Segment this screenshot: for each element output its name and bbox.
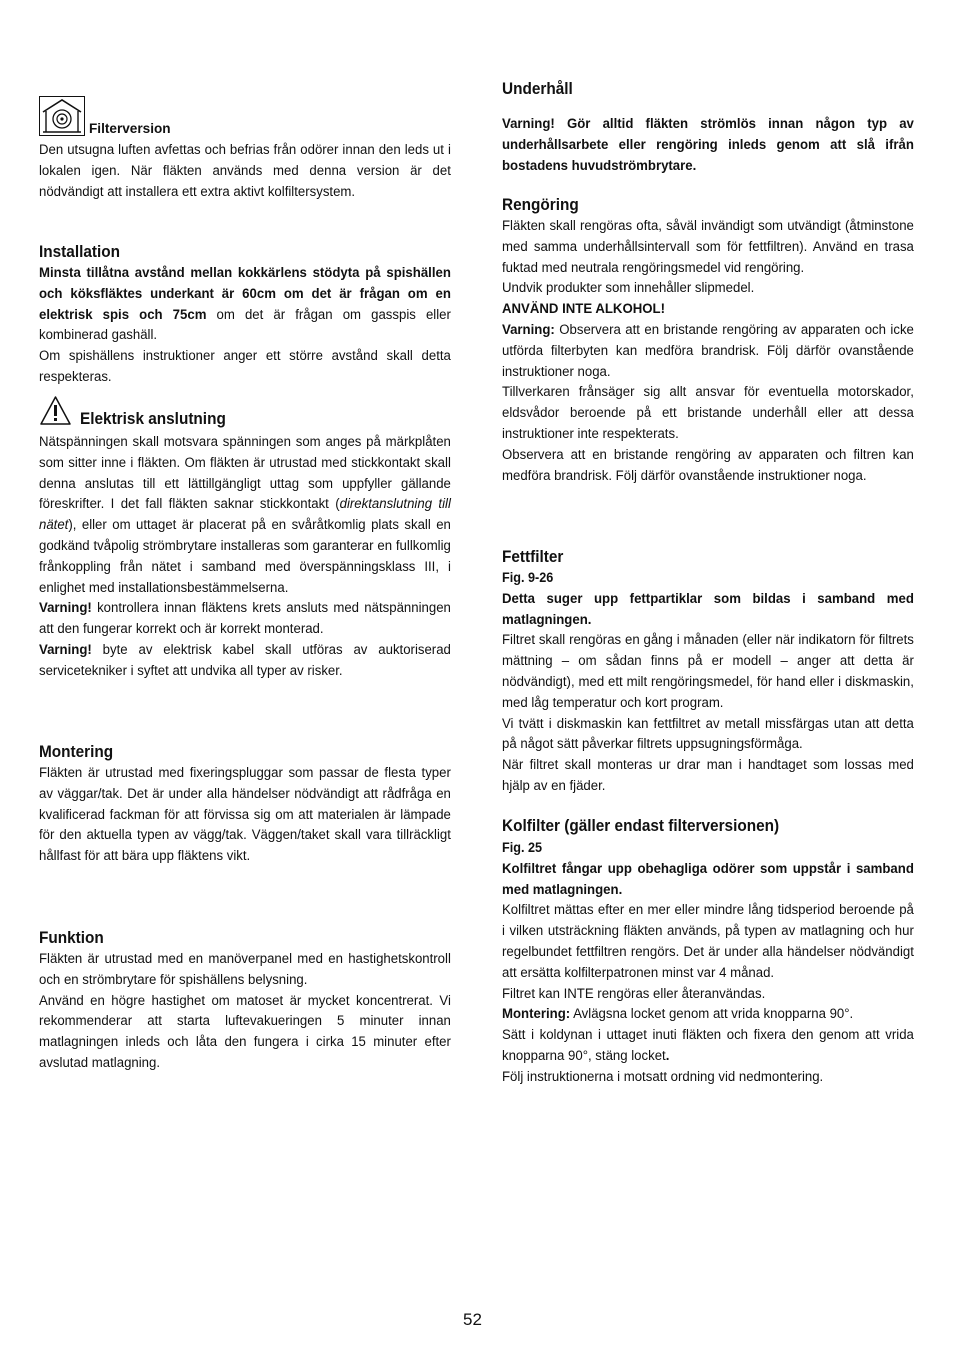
kolfilter-fig: Fig. 25 [502,840,543,855]
rengoring-warning-text: Observera att en bristande rengöring av apparaten och icke utförda filterbyten kan medföra brandrisk. Följ därför ovanstående instruktioner noga. [502,321,914,380]
filter-house-icon [39,96,85,141]
funktion-text: Fläkten är utrustad med en manöverpanel med en hastighetskontroll och en strömbrytare för spishällens belysning. [39,951,451,988]
filterversion-heading: Filterversion [89,121,171,136]
rengoring-warning [502,320,914,382]
rengoring-warning-label: Varning: [502,321,555,338]
fettfilter-fig: Fig. 9-26 [502,570,554,585]
kolfilter-montering-label: Montering: [502,1006,571,1023]
kolfilter-text-2: Filtret kan INTE rengöras eller återanvändas. [502,985,766,1002]
warning-1-text: kontrollera innan fläktens krets ansluts med nätspänningen att den fungerar korrekt och är korrekt monterad. [39,600,451,638]
installation-text [39,263,451,346]
rengoring-text-3: Tillverkaren frånsäger sig allt ansvar för eventuella motorskador, eldsvådor beroende på ett bristande underhåll eller att dessa instruktioner inte respekterats. [502,384,914,442]
fettfilter-text: Filtret skall rengöras en gång i månaden (eller när indikatorn för filtrets mättning – om sådan finns på er modell – anger att detta är nödvändigt), med ett milt rengöringsmedel, för hand eller i diskmaskin, med låg temperatur och kort program. [502,632,914,711]
warning-1-label: Varning! [39,600,92,617]
elektrisk-text [39,432,451,598]
montering-text: Fläkten är utrustad med fixeringspluggar som passar de flesta typer av väggar/tak. Det är under alla händelser nödvändigt att rådfråga en kvalificerad fackman för att förvissa sig om att materialen är lämpade för den aktuella typen av vägg/tak. Väggen/taket skall vara tillräckligt hållfast för att bära upp fläktens vikt. [39,765,451,865]
rengoring-text-4: Observera att en bristande rengöring av apparaten och filtren kan medföra brandrisk. Följ därför ovanstående instruktioner noga. [502,446,914,484]
rengoring-heading: Rengöring [502,196,579,214]
elektrisk-warning-2 [39,640,451,682]
montering-heading: Montering [39,743,114,761]
warning-2-label: Varning! [39,641,92,658]
kolfilter-bold [502,859,914,901]
fettfilter-bold-text: Detta suger upp fettpartiklar som bildas i samband med matlagningen. [502,590,914,628]
rengoring-text: Fläkten skall rengöras ofta, såväl invändigt som utvändigt (åtminstone med samma underhållsintervall som för fettfiltren). Använd en trasa fuktad med neutrala rengöringsmedel vid rengöring. [502,218,914,276]
underhall-warning [502,114,914,176]
kolfilter-text-3a: Sätt i koldynan i uttaget inuti fläkten och fixera den genom att vrida knopparna 90°, stäng locket [502,1027,914,1064]
fettfilter-text-3: När filtret skall monteras ur drar man i handtaget som lossas med hjälp av en fjäder. [502,757,914,794]
underhall-heading: Underhåll [502,80,573,98]
funktion-heading: Funktion [39,929,104,947]
rengoring-text-2: Undvik produkter som innehåller slipmedel. [502,280,755,297]
kolfilter-text-3 [502,1025,914,1067]
elektrisk-warning-1 [39,598,451,640]
funktion-text-2: Använd en högre hastighet om matoset är mycket koncentrerat. Vi rekommenderar att starta luftevakueringen 5 minuter innan matlagningen inleds och låta den fungera i cirka 15 minuter efter avslutad matlagning. [39,992,451,1071]
kolfilter-montering [502,1004,914,1025]
fettfilter-text-2: Vi tvätt i diskmaskin kan fettfiltret av metall missfärgas utan att detta på något sätt påverkar filtrets uppsugningsförmåga. [502,715,914,753]
kolfilter-montering-text: Avlägsna locket genom att vrida knopparna 90°. [570,1006,854,1023]
installation-text-rest: om det är frågan om gasspis eller kombinerad gashäll. [39,306,451,344]
installation-bold-text: Minsta tillåtna avstånd mellan kokkärlens stödyta på spishällen och köksfläktes underkant är 60cm om det är frågan om en elektrisk spis och 75cm [39,265,451,323]
elektrisk-text-a: Nätspänningen skall motsvara spänningen som anges på märkplåten som sitter inne i fläkten. Om fläkten är utrustad med stickkontakt skall denna anslutas till ett lättillgängligt uttag som uppfyller gällande föreskrifter. I det fall fläkten saknar stickkontakt ( [39,434,451,513]
kolfilter-text: Kolfiltret mättas efter en mer eller mindre lång tidsperiod beroende på i vilken utsträckning fläkten används, på typen av matlagning och hur regelbundet fettfiltren rengörs. Det är under alla händelser nödvändigt att ersätta kolfilterpatronen minst var 4 månad. [502,902,914,981]
underhall-bold-text: Varning! Gör alltid fläkten strömlös innan någon typ av underhållsarbete eller rengöring inleds genom att slå ifrån bostadens huvudströmbrytare. [502,116,914,174]
kolfilter-heading: Kolfilter (gäller endast filterversionen) [502,817,780,835]
kolfilter-text-4: Följ instruktionerna i motsatt ordning vid nedmontering. [502,1068,824,1085]
kolfilter-bold-text: Kolfiltret fångar upp obehagliga odörer som uppstår i samband med matlagningen. [502,860,914,898]
elektrisk-text-italic: direktanslutning till nätet [39,496,451,534]
page-number: 52 [463,1310,482,1329]
warning-triangle-icon [39,395,72,431]
elektrisk-heading: Elektrisk anslutning [80,410,226,428]
warning-2-text: byte av elektrisk kabel skall utföras av auktoriserad servicetekniker i syftet att undvika all typer av risker. [39,641,451,679]
installation-text-2: Om spishällens instruktioner anger ett större avstånd skall detta respekteras. [39,348,451,385]
installation-heading: Installation [39,243,120,261]
fettfilter-bold [502,589,914,631]
elektrisk-text-b: ), eller om uttaget är placerat på en svåråtkomlig plats skall en godkänd tvåpolig strömbrytare installeras som garanterar en fullkomlig frånkoppling från nätet i samband med överspänningsklass III, i enlighet med installationsbestämmelserna. [39,517,451,596]
filterversion-text: Den utsugna luften avfettas och befrias från odörer innan den leds ut i lokalen igen. När fläkten används med denna version är det nödvändigt att installera ett extra aktivt kolfiltersystem. [39,142,451,200]
kolfilter-text-3b: . [665,1047,670,1064]
rengoring-no-alcohol [502,299,914,320]
fettfilter-heading: Fettfilter [502,548,564,566]
no-alcohol-text: ANVÄND INTE ALKOHOL! [502,301,665,318]
